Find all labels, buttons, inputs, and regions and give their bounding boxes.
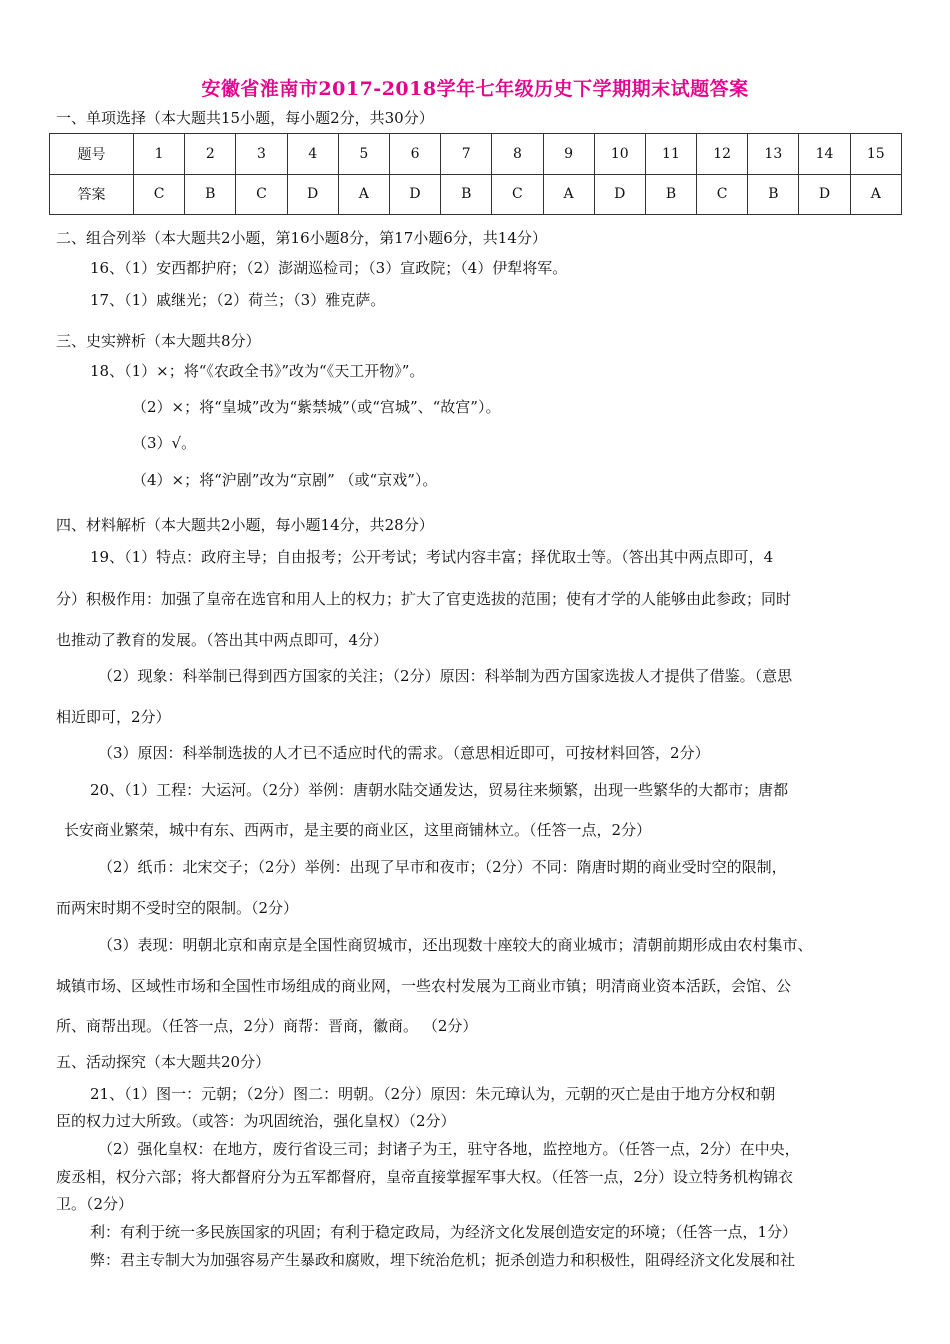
question-number: 11 [645, 134, 696, 175]
answer-18-2: （2）×；将“皇城”改为“紫禁城”（或“宫城”、“故宫”）。 [132, 398, 501, 416]
answer-cell: B [748, 174, 799, 215]
question-number: 1 [134, 134, 185, 175]
row-label-question: 题号 [50, 134, 134, 175]
question-number: 9 [543, 134, 594, 175]
answer-19-line: 也推动了教育的发展。（答出其中两点即可，4分） [56, 631, 389, 649]
answer-20-line: 长安商业繁荣，城中有东、西两市，是主要的商业区，这里商铺林立。（任答一点，2分） [64, 821, 652, 839]
answer-cell: C [236, 174, 287, 215]
answer-cell: B [185, 174, 236, 215]
answer-19-line: （3）原因：科举制选拔的人才已不适应时代的需求。（意思相近即可，可按材料回答，2分） [98, 744, 710, 762]
question-number: 8 [492, 134, 543, 175]
page-title: 安徽省淮南市2017-2018学年七年级历史下学期期末试题答案 [201, 78, 749, 100]
question-number: 4 [287, 134, 338, 175]
answer-20-line: （3）表现：明朝北京和南京是全国性商贸城市，还出现数十座较大的商业城市；清朝前期形成由农村集市、 [98, 936, 813, 954]
answer-21-line: 21、（1）图一：元朝；（2分）图二：明朝。（2分）原因：朱元璋认为，元朝的灭亡是由于地方分权和朝 [90, 1085, 776, 1103]
answer-21-line: 卫。（2分） [56, 1195, 134, 1213]
answer-21-line: 废丞相，权分六部；将大都督府分为五军都督府，皇帝直接掌握军事大权。（任答一点，2分）设立特务机构锦衣 [56, 1168, 794, 1186]
answer-19-line: 分）积极作用：加强了皇帝在选官和用人上的权力；扩大了官吏选拔的范围；使有才学的人能够由此参政；同时 [56, 590, 792, 608]
answer-21-line: 弊：君主专制大为加强容易产生暴政和腐败，埋下统治危机；扼杀创造力和积极性，阻碍经济文化发展和社 [90, 1251, 796, 1269]
answer-19-line: 19、（1）特点：政府主导；自由报考；公开考试；考试内容丰富；择优取士等。（答出其中两点即可，4 [90, 548, 774, 566]
question-number: 6 [389, 134, 440, 175]
answer-20-line: 20、（1）工程：大运河。（2分）举例：唐朝水陆交通发达，贸易往来频繁，出现一些繁华的大都市；唐都 [90, 781, 789, 799]
answer-cell: C [697, 174, 748, 215]
question-number: 3 [236, 134, 287, 175]
answer-cell: D [594, 174, 645, 215]
answer-cell: C [492, 174, 543, 215]
question-number: 10 [594, 134, 645, 175]
question-number: 13 [748, 134, 799, 175]
answer-cell: D [799, 174, 850, 215]
answer-17: 17、（1）戚继光；（2）荷兰；（3）雅克萨。 [90, 291, 386, 309]
section1-heading: 一、单项选择（本大题共15小题，每小题2分，共30分） [56, 109, 434, 127]
answer-cell: B [645, 174, 696, 215]
answer-20-line: 而两宋时期不受时空的限制。（2分） [56, 899, 299, 917]
question-number: 5 [338, 134, 389, 175]
answer-cell: C [134, 174, 185, 215]
row-label-answer: 答案 [50, 174, 134, 215]
answer-21-line: 利：有利于统一多民族国家的巩固；有利于稳定政局，为经济文化发展创造安定的环境；（任答一点，1分） [90, 1223, 798, 1241]
question-number: 15 [850, 134, 901, 175]
answer-16: 16、（1）安西都护府；（2）澎湖巡检司；（3）宣政院；（4）伊犁将军。 [90, 259, 568, 277]
answer-cell: B [441, 174, 492, 215]
answer-row [50, 174, 902, 215]
answer-cell: A [338, 174, 389, 215]
answer-cell: A [543, 174, 594, 215]
question-number: 7 [441, 134, 492, 175]
section2-heading: 二、组合列举（本大题共2小题，第16小题8分，第17小题6分，共14分） [56, 229, 547, 247]
answer-18-3: （3）√。 [132, 434, 197, 452]
answer-18-1: 18、（1）×；将“《农政全书》”改为“《天工开物》”。 [90, 362, 425, 380]
section4-heading: 四、材料解析（本大题共2小题，每小题14分，共28分） [56, 516, 434, 534]
answer-20-line: （2）纸币：北宋交子；（2分）举例：出现了早市和夜市；（2分）不同：隋唐时期的商业受时空的限制， [98, 858, 787, 876]
answer-cell: D [287, 174, 338, 215]
answer-18-4: （4）×；将“沪剧”改为“京剧” （或“京戏”）。 [132, 471, 438, 489]
answer-20-line: 所、商帮出现。（任答一点，2分）商帮：晋商，徽商。 （2分） [56, 1017, 478, 1035]
answer-21-line: （2）强化皇权：在地方，废行省设三司；封诸子为王，驻守各地，监控地方。（任答一点，2分）在中央， [98, 1140, 800, 1158]
answer-21-line: 臣的权力过大所致。（或答：为巩固统治，强化皇权）（2分） [56, 1112, 456, 1130]
answer-20-line: 城镇市场、区域性市场和全国性市场组成的商业网，一些农村发展为工商业市镇；明清商业资本活跃，会馆、公 [56, 977, 792, 995]
answer-19-line: （2）现象：科举制已得到西方国家的关注；（2分）原因：科举制为西方国家选拔人才提供了借鉴。（意思 [98, 667, 793, 685]
answer-19-line: 相近即可，2分） [56, 708, 171, 726]
question-number: 12 [697, 134, 748, 175]
answer-cell: D [389, 174, 440, 215]
answer-table [49, 133, 902, 215]
question-number-row [50, 134, 902, 175]
question-number: 2 [185, 134, 236, 175]
section3-heading: 三、史实辨析（本大题共8分） [56, 332, 261, 350]
answer-cell: A [850, 174, 901, 215]
question-number: 14 [799, 134, 850, 175]
section5-heading: 五、活动探究（本大题共20分） [56, 1053, 271, 1071]
